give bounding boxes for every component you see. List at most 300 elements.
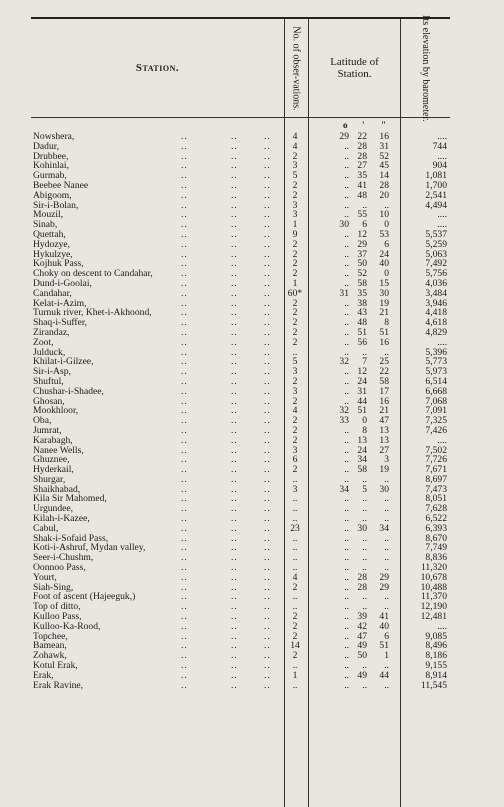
latitude-seconds-cell: .. [384, 552, 389, 564]
elevation-cell: 3,484 [425, 287, 447, 299]
observations-cell: .. [292, 493, 298, 505]
leader-dots: .. [231, 640, 238, 652]
latitude-seconds-cell: .. [384, 660, 389, 672]
station-name: Urgundee, [33, 503, 74, 515]
leader-dots: .. [181, 503, 188, 515]
latitude-seconds-cell: .. [384, 542, 389, 554]
observations-cell: 2 [292, 581, 298, 593]
elevation-cell: 11,545 [420, 679, 447, 691]
leader-dots: .. [264, 415, 271, 427]
leader-dots: .. [181, 228, 188, 240]
leader-dots: .. [264, 385, 271, 397]
leader-dots: .. [231, 326, 238, 338]
latitude-degrees-cell: .. [344, 277, 349, 289]
latitude-degrees-cell: .. [344, 150, 349, 162]
station-name: Mookhloor, [33, 405, 79, 417]
observations-cell: 3 [292, 385, 298, 397]
elevation-cell: .... [437, 209, 447, 221]
latitude-degrees-cell: .. [344, 385, 349, 397]
station-name: Ghosan, [33, 395, 65, 407]
latitude-minutes-cell: 38 [357, 297, 367, 309]
leader-dots: .. [264, 277, 271, 289]
station-name: Topchee, [33, 630, 68, 642]
leader-dots: .. [231, 366, 238, 378]
leader-dots: .. [264, 150, 271, 162]
leader-dots: .. [264, 552, 271, 564]
latitude-minutes-cell: 28 [357, 581, 367, 593]
observations-cell: 2 [292, 464, 298, 476]
elevation-cell: 7,473 [425, 483, 447, 495]
leader-dots: .. [264, 356, 271, 368]
elevation-cell: 10,488 [420, 581, 447, 593]
station-name: Seer-i-Chushm, [33, 552, 94, 564]
latitude-degrees-cell: 29 [339, 131, 349, 142]
latitude-degrees-cell: .. [344, 630, 349, 642]
latitude-minutes-cell: 41 [357, 179, 367, 191]
elevation-cell: 7,726 [425, 454, 447, 466]
latitude-seconds-cell: .. [384, 493, 389, 505]
leader-dots: .. [264, 522, 271, 534]
elevation-cell: 4,418 [425, 307, 447, 319]
observations-cell: 6 [292, 454, 298, 466]
leader-dots: .. [181, 405, 188, 417]
latitude-degrees-cell: .. [344, 209, 349, 221]
elevation-cell: 7,426 [425, 424, 447, 436]
leader-dots: .. [231, 297, 238, 309]
latitude-minutes-cell: 8 [362, 424, 367, 436]
latitude-seconds-cell: 0 [384, 268, 389, 280]
latitude-seconds-cell: 30 [379, 287, 389, 299]
station-name: Shurgar, [33, 473, 66, 485]
latitude-minutes-cell: 30 [357, 522, 367, 534]
station-name: Shaq-i-Suffer, [33, 317, 88, 329]
observations-cell: .. [292, 542, 298, 554]
latitude-seconds-cell: 20 [379, 189, 389, 201]
latitude-seconds-cell: 45 [379, 160, 389, 172]
leader-dots: .. [181, 287, 188, 299]
latitude-seconds-cell: 58 [379, 375, 389, 387]
station-name: Shuftul, [33, 375, 64, 387]
leader-dots: .. [181, 307, 188, 319]
station-name: Quettah, [33, 228, 66, 240]
latitude-degrees-cell: .. [344, 611, 349, 623]
latitude-minutes-cell: 48 [357, 189, 367, 201]
leader-dots: .. [181, 562, 188, 574]
header-rule [31, 117, 450, 118]
leader-dots: .. [264, 395, 271, 407]
leader-dots: .. [181, 611, 188, 623]
leader-dots: .. [231, 503, 238, 515]
elevation-cell: 5,773 [425, 356, 447, 368]
latitude-minutes-cell: .. [362, 503, 367, 515]
leader-dots: .. [231, 581, 238, 593]
elevation-cell: 4,036 [425, 277, 447, 289]
leader-dots: .. [264, 464, 271, 476]
observations-cell: 2 [292, 268, 298, 280]
latitude-degrees-cell: .. [344, 650, 349, 662]
leader-dots: .. [181, 650, 188, 662]
elevation-cell: 6,668 [425, 385, 447, 397]
leader-dots: .. [181, 375, 188, 387]
latitude-minutes-cell: 35 [357, 287, 367, 299]
latitude-seconds-cell: 30 [379, 483, 389, 495]
elevation-cell: 6,393 [425, 522, 447, 534]
leader-dots: .. [264, 679, 271, 691]
latitude-degrees-cell: 30 [339, 219, 349, 231]
leader-dots: .. [231, 493, 238, 505]
station-name: Nanee Wells, [33, 444, 84, 456]
table-body [31, 132, 450, 690]
observations-cell: 3 [292, 483, 298, 495]
latitude-degrees-cell: .. [344, 542, 349, 554]
latitude-minutes-cell: 0 [362, 415, 367, 427]
latitude-seconds-cell: 19 [379, 297, 389, 309]
latitude-degrees-cell: .. [344, 424, 349, 436]
leader-dots: .. [181, 532, 188, 544]
leader-dots: .. [264, 630, 271, 642]
leader-dots: .. [181, 581, 188, 593]
leader-dots: .. [181, 189, 188, 201]
elevation-cell: 11,370 [420, 591, 447, 603]
latitude-degrees-cell: .. [344, 346, 349, 358]
leader-dots: .. [264, 307, 271, 319]
latitude-seconds-cell: 24 [379, 248, 389, 260]
leader-dots: .. [231, 170, 238, 182]
elevation-cell: 12,481 [420, 611, 447, 623]
leader-dots: .. [264, 640, 271, 652]
leader-dots: .. [231, 513, 238, 525]
observations-cell: .. [292, 552, 298, 564]
leader-dots: .. [231, 219, 238, 231]
latitude-seconds-cell: 6 [384, 630, 389, 642]
latitude-degrees-cell: .. [344, 591, 349, 603]
leader-dots: .. [231, 179, 238, 191]
latitude-minutes-cell: 47 [357, 630, 367, 642]
leader-dots: .. [181, 170, 188, 182]
leader-dots: .. [231, 209, 238, 221]
leader-dots: .. [181, 297, 188, 309]
leader-dots: .. [181, 140, 188, 152]
leader-dots: .. [231, 591, 238, 603]
elevation-cell: 6,514 [425, 375, 447, 387]
elevation-cell: 7,091 [425, 405, 447, 417]
elevation-cell: 904 [432, 160, 447, 172]
latitude-degrees-cell: .. [344, 640, 349, 652]
leader-dots: .. [231, 375, 238, 387]
leader-dots: .. [181, 493, 188, 505]
leader-dots: .. [264, 228, 271, 240]
leader-dots: .. [264, 532, 271, 544]
latitude-minutes-cell: 39 [357, 611, 367, 623]
station-table [31, 14, 450, 807]
leader-dots: .. [181, 268, 188, 280]
leader-dots: .. [181, 356, 188, 368]
observations-cell: 2 [292, 297, 298, 309]
observations-cell: 2 [292, 424, 298, 436]
leader-dots: .. [181, 601, 188, 613]
station-name: Dadur, [33, 140, 59, 152]
latitude-minutes-cell: 12 [357, 366, 367, 378]
latitude-minutes-cell: .. [362, 493, 367, 505]
latitude-minutes-cell: 42 [357, 620, 367, 632]
latitude-minutes-cell: .. [362, 473, 367, 485]
latitude-minutes-cell: 29 [357, 238, 367, 250]
leader-dots: .. [264, 454, 271, 466]
latitude-minutes-cell: 5 [362, 483, 367, 495]
latitude-seconds-cell: 16 [379, 395, 389, 407]
leader-dots: .. [231, 317, 238, 329]
latitude-minutes-cell: 7 [362, 356, 367, 368]
latitude-degrees-cell: .. [344, 395, 349, 407]
observations-cell: 3 [292, 160, 298, 172]
observations-cell: 2 [292, 395, 298, 407]
station-name: Abigoom, [33, 189, 72, 201]
leader-dots: .. [264, 669, 271, 681]
latitude-degrees-cell: .. [344, 493, 349, 505]
latitude-minutes-cell: .. [362, 542, 367, 554]
station-name: Oba, [33, 415, 52, 427]
leader-dots: .. [231, 552, 238, 564]
latitude-seconds-cell: 47 [379, 415, 389, 427]
leader-dots: .. [264, 170, 271, 182]
latitude-seconds-cell: 51 [379, 326, 389, 338]
leader-dots: .. [231, 562, 238, 574]
latitude-minutes-cell: 13 [357, 434, 367, 446]
observations-cell: 3 [292, 199, 298, 211]
station-name: Chushar-i-Shadee, [33, 385, 104, 397]
leader-dots: .. [264, 199, 271, 211]
latitude-degrees-cell: .. [344, 503, 349, 515]
latitude-degrees-cell: .. [344, 179, 349, 191]
latitude-seconds-cell: 1 [384, 650, 389, 662]
leader-dots: .. [264, 650, 271, 662]
elevation-cell: 9,155 [425, 660, 447, 672]
station-name: Jumrat, [33, 424, 62, 436]
leader-dots: .. [264, 268, 271, 280]
station-name: Sir-i-Bolan, [33, 199, 79, 211]
leader-dots: .. [264, 473, 271, 485]
leader-dots: .. [264, 140, 271, 152]
leader-dots: .. [181, 336, 188, 348]
latitude-degrees-cell: 31 [339, 287, 349, 299]
observations-cell: 4 [292, 405, 298, 417]
observations-cell: 2 [292, 415, 298, 427]
leader-dots: .. [231, 395, 238, 407]
station-name: Gurmab, [33, 170, 67, 182]
leader-dots: .. [231, 679, 238, 691]
leader-dots: .. [264, 326, 271, 338]
leader-dots: .. [231, 356, 238, 368]
elevation-cell: 5,537 [425, 228, 447, 240]
leader-dots: .. [181, 219, 188, 231]
leader-dots: .. [264, 493, 271, 505]
latitude-seconds-cell: 29 [379, 571, 389, 583]
leader-dots: .. [264, 160, 271, 172]
latitude-minutes-cell: 12 [357, 228, 367, 240]
latitude-seconds-cell: 15 [379, 277, 389, 289]
elevation-cell: 8,697 [425, 473, 447, 485]
elevation-cell: 1,081 [425, 170, 447, 182]
latitude-minutes-cell: 34 [357, 454, 367, 466]
latitude-minutes-cell: 27 [357, 160, 367, 172]
station-name: Yourt, [33, 571, 57, 583]
leader-dots: .. [264, 581, 271, 593]
elevation-cell: 8,836 [425, 552, 447, 564]
observations-cell: 2 [292, 258, 298, 270]
latitude-minutes-cell: 24 [357, 375, 367, 387]
latitude-degrees-cell: .. [344, 552, 349, 564]
latitude-degrees-cell: 32 [339, 405, 349, 417]
latitude-seconds-cell: .. [384, 473, 389, 485]
observations-cell: 1 [292, 277, 298, 289]
leader-dots: .. [231, 483, 238, 495]
leader-dots: .. [231, 131, 238, 142]
latitude-minutes-cell: .. [362, 346, 367, 358]
observations-cell: 2 [292, 307, 298, 319]
observations-cell: .. [292, 513, 298, 525]
leader-dots: .. [181, 552, 188, 564]
leader-dots: .. [181, 258, 188, 270]
latitude-degrees-cell: .. [344, 160, 349, 172]
leader-dots: .. [264, 346, 271, 358]
elevation-cell: .... [437, 150, 447, 162]
latitude-minutes-cell: 50 [357, 258, 367, 270]
leader-dots: .. [264, 503, 271, 515]
leader-dots: .. [264, 131, 271, 142]
leader-dots: .. [231, 532, 238, 544]
observations-cell: 2 [292, 620, 298, 632]
observations-cell: .. [292, 346, 298, 358]
latitude-seconds-cell: 40 [379, 620, 389, 632]
latitude-degrees-cell: .. [344, 454, 349, 466]
leader-dots: .. [231, 601, 238, 613]
observations-cell: 3 [292, 366, 298, 378]
station-name: Shaikhabad, [33, 483, 81, 495]
leader-dots: .. [264, 660, 271, 672]
latitude-seconds-cell: .. [384, 679, 389, 691]
leader-dots: .. [231, 268, 238, 280]
station-name: Top of ditto, [33, 601, 81, 613]
observations-cell: 1 [292, 669, 298, 681]
latitude-minutes-cell: .. [362, 199, 367, 211]
leader-dots: .. [231, 650, 238, 662]
leader-dots: .. [181, 571, 188, 583]
latitude-seconds-cell: .. [384, 601, 389, 613]
observations-cell: 5 [292, 170, 298, 182]
latitude-seconds-cell: 44 [379, 669, 389, 681]
leader-dots: .. [231, 238, 238, 250]
station-name: Zohawk, [33, 650, 67, 662]
leader-dots: .. [231, 415, 238, 427]
latitude-seconds-cell: 3 [384, 454, 389, 466]
leader-dots: .. [231, 669, 238, 681]
station-name: Koti-i-Ashruf, Mydan valley, [33, 542, 146, 554]
latitude-header: Latitude of Station. [330, 56, 379, 80]
elevation-cell: 6,522 [425, 513, 447, 525]
leader-dots: .. [181, 444, 188, 456]
latitude-minutes-cell: 6 [362, 219, 367, 231]
leader-dots: .. [231, 277, 238, 289]
observations-header-text: No. of obser-vations. [291, 25, 303, 111]
latitude-minutes-cell: .. [362, 660, 367, 672]
station-name: Julduck, [33, 346, 66, 358]
leader-dots: .. [181, 326, 188, 338]
station-name: Hykulzye, [33, 248, 73, 260]
observations-cell: 2 [292, 611, 298, 623]
observations-cell: 2 [292, 189, 298, 201]
latitude-degrees-cell: .. [344, 297, 349, 309]
leader-dots: .. [231, 199, 238, 211]
leader-dots: .. [264, 513, 271, 525]
station-name: Kulloo-Ka-Rood, [33, 620, 101, 632]
leader-dots: .. [264, 317, 271, 329]
leader-dots: .. [181, 424, 188, 436]
observations-cell: 1 [292, 219, 298, 231]
latitude-degrees-cell: .. [344, 473, 349, 485]
latitude-seconds-cell: 28 [379, 179, 389, 191]
leader-dots: .. [231, 444, 238, 456]
latitude-seconds-cell: .. [384, 513, 389, 525]
leader-dots: .. [181, 513, 188, 525]
station-name: Sinab, [33, 219, 58, 231]
latitude-minutes-cell: .. [362, 513, 367, 525]
latitude-seconds-cell: 34 [379, 522, 389, 534]
observations-cell: .. [292, 591, 298, 603]
latitude-degrees-cell: .. [344, 522, 349, 534]
latitude-seconds-cell: 52 [379, 150, 389, 162]
leader-dots: .. [181, 248, 188, 260]
elevation-cell: 8,051 [425, 493, 447, 505]
station-name: Zoot, [33, 336, 54, 348]
leader-dots: .. [231, 346, 238, 358]
latitude-seconds-cell: 29 [379, 581, 389, 593]
latitude-minutes-cell: 35 [357, 170, 367, 182]
latitude-seconds-cell: 53 [379, 228, 389, 240]
latitude-seconds-cell: 16 [379, 336, 389, 348]
station-name: Oonnoo Pass, [33, 562, 86, 574]
latitude-minutes-cell: 31 [357, 385, 367, 397]
leader-dots: .. [181, 630, 188, 642]
elevation-header-text: Its elevation by barometer. [420, 14, 432, 122]
latitude-minutes-cell: .. [362, 532, 367, 544]
latitude-seconds-cell: 41 [379, 611, 389, 623]
unit-seconds: " [381, 120, 386, 130]
elevation-cell: .... [437, 219, 447, 231]
latitude-minutes-cell: .. [362, 679, 367, 691]
station-name: Candahar, [33, 287, 72, 299]
latitude-minutes-cell: 24 [357, 444, 367, 456]
latitude-degrees-cell: .. [344, 601, 349, 613]
latitude-seconds-cell: .. [384, 562, 389, 574]
leader-dots: .. [181, 483, 188, 495]
station-name: Foot of ascent (Hajeeguk,) [33, 591, 136, 603]
station-name: Kelat-i-Azim, [33, 297, 87, 309]
latitude-seconds-cell: 19 [379, 464, 389, 476]
latitude-seconds-cell: .. [384, 346, 389, 358]
latitude-degrees-cell: .. [344, 620, 349, 632]
latitude-degrees-cell: .. [344, 366, 349, 378]
observations-cell: 2 [292, 150, 298, 162]
leader-dots: .. [231, 522, 238, 534]
latitude-seconds-cell: 27 [379, 444, 389, 456]
elevation-cell: 5,396 [425, 346, 447, 358]
latitude-minutes-cell: 37 [357, 248, 367, 260]
leader-dots: .. [264, 366, 271, 378]
leader-dots: .. [264, 620, 271, 632]
leader-dots: .. [264, 611, 271, 623]
elevation-cell: 5,973 [425, 366, 447, 378]
latitude-minutes-cell: 56 [357, 336, 367, 348]
